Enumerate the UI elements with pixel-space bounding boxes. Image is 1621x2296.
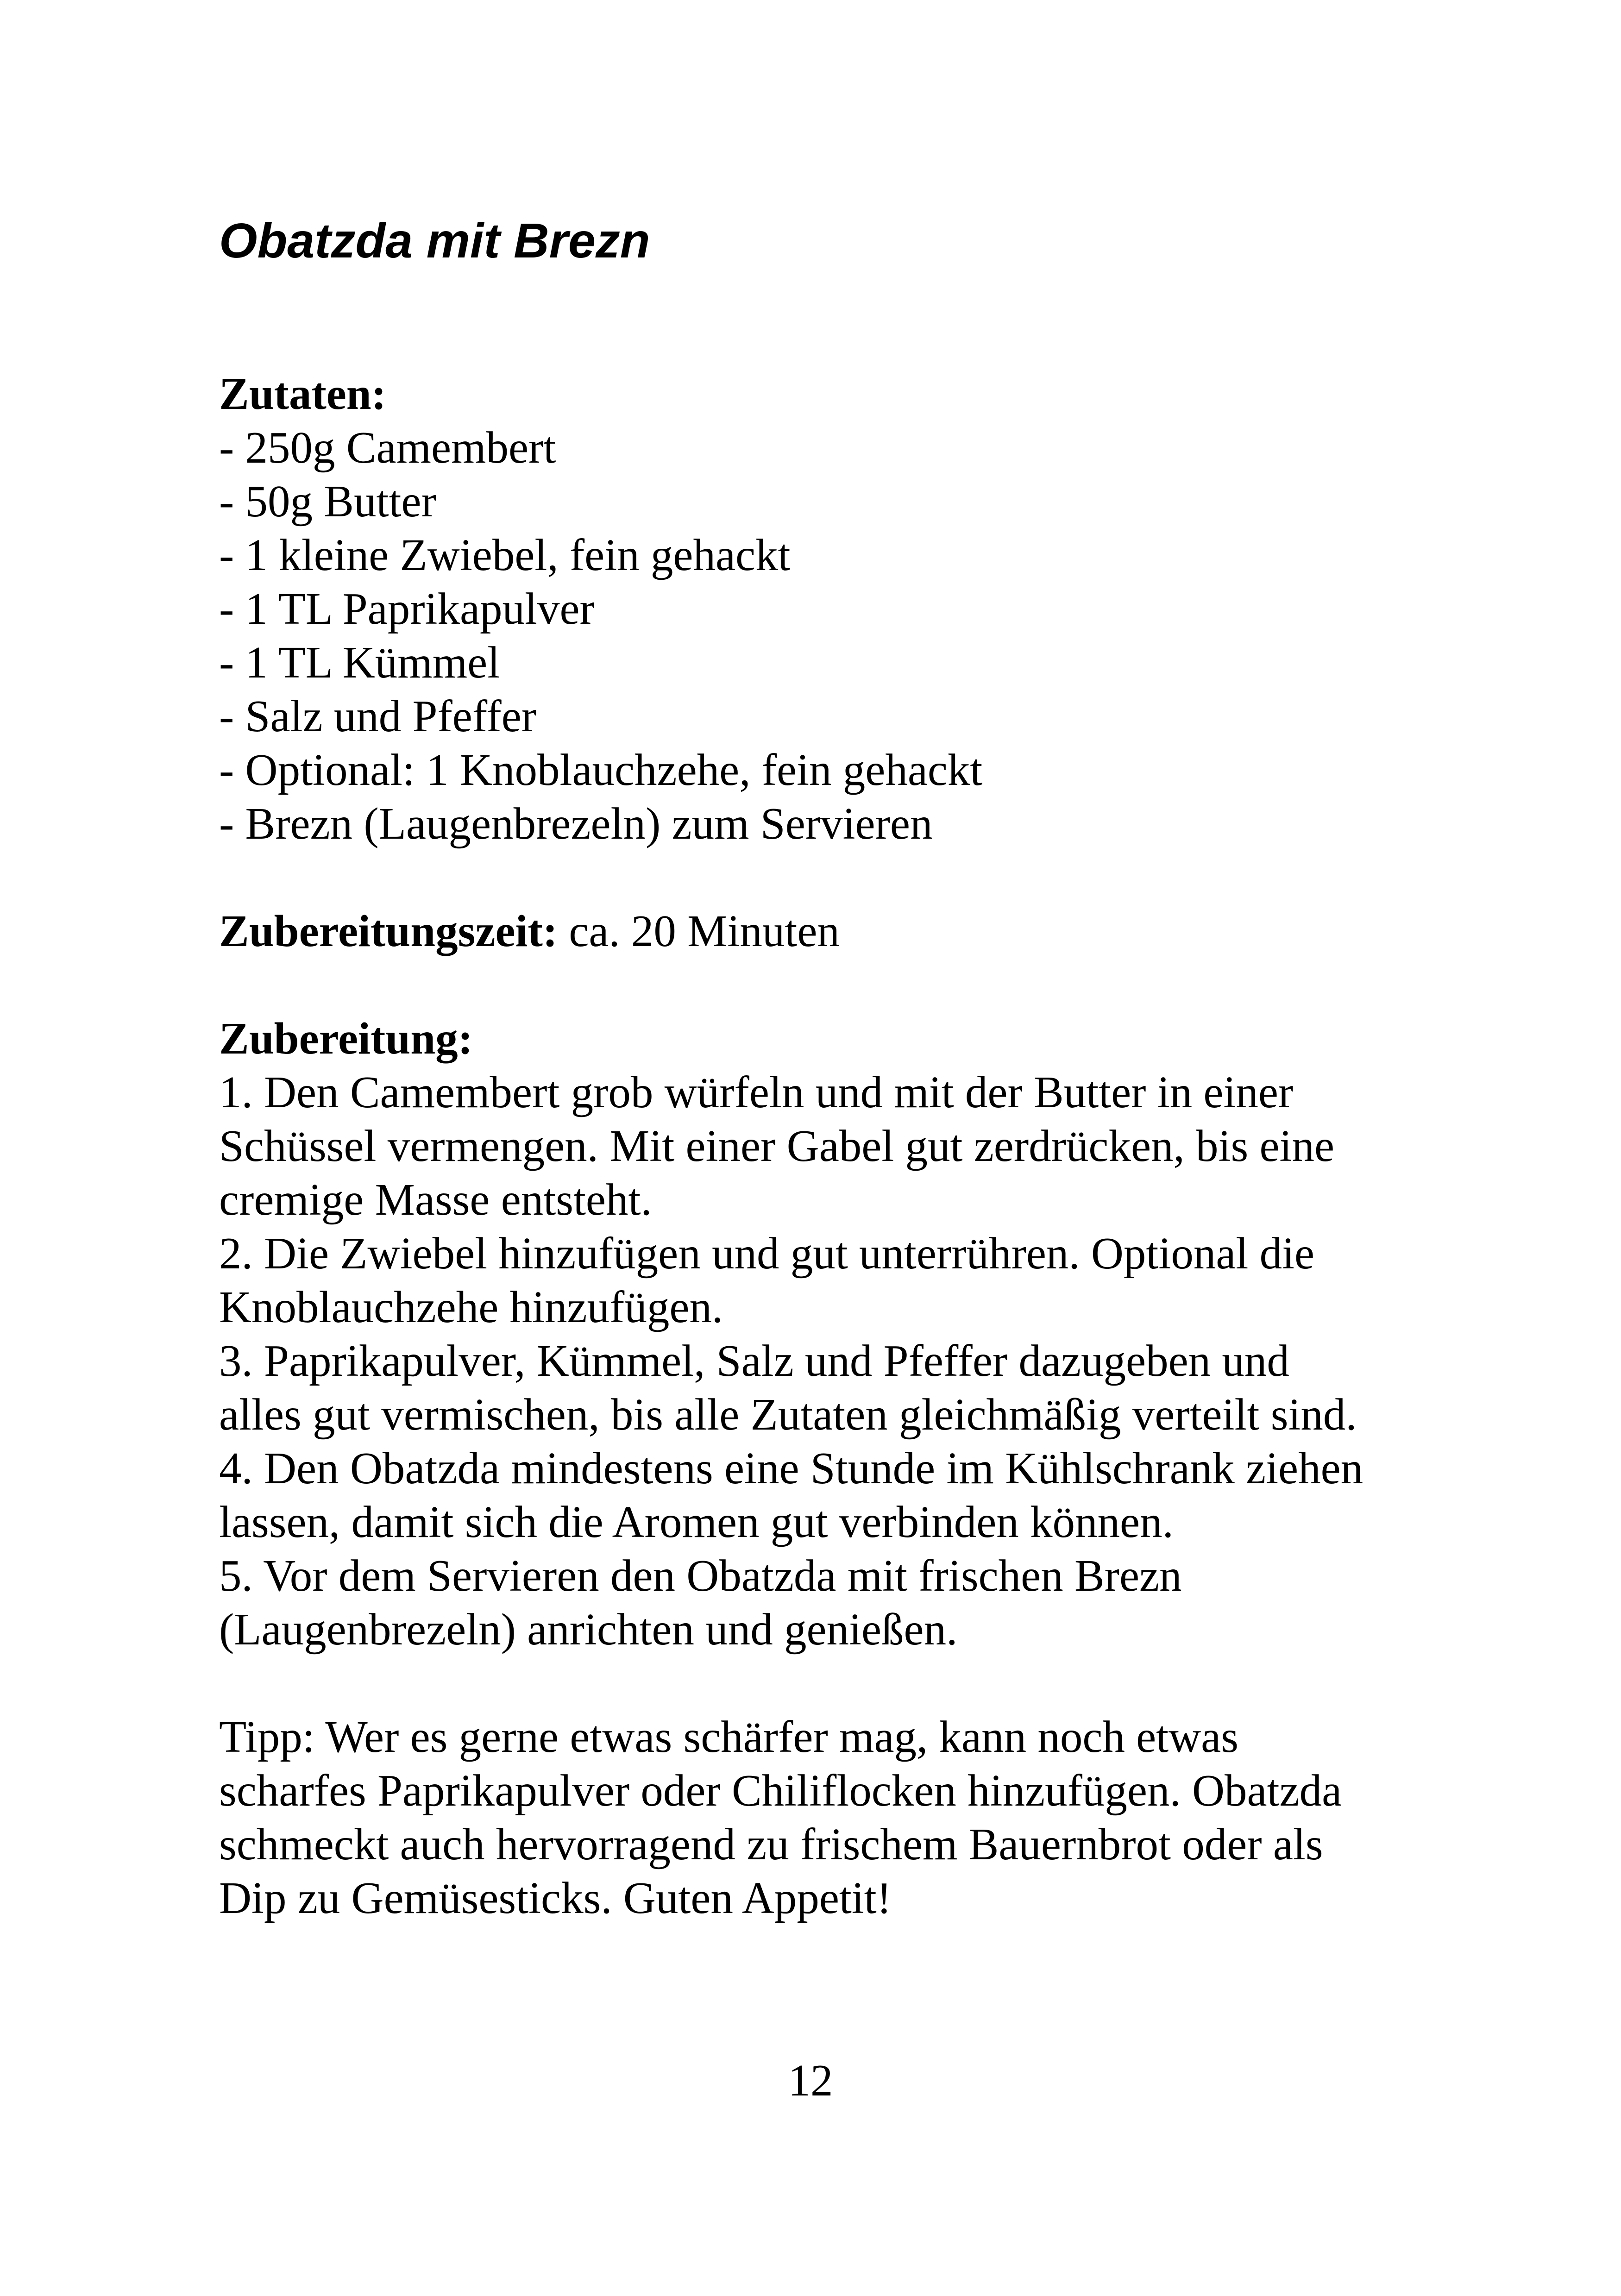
preparation-section: [219, 1012, 1423, 1656]
ingredients-section: [219, 367, 1423, 851]
ingredient-item: - Optional: 1 Knoblauchzehe, fein gehackt: [219, 745, 983, 795]
prep-time-label: Zubereitungszeit:: [219, 906, 558, 956]
preparation-line: 4. Den Obatzda mindestens eine Stunde im Kühlschrank ziehen: [219, 1443, 1363, 1493]
ingredient-item: - 50g Butter: [219, 477, 436, 526]
ingredient-item: - 250g Camembert: [219, 423, 556, 472]
ingredients-heading: Zutaten:: [219, 369, 387, 419]
preparation-line: 1. Den Camembert grob würfeln und mit der Butter in einer: [219, 1067, 1294, 1117]
ingredient-item: - Brezn (Laugenbrezeln) zum Servieren: [219, 799, 933, 848]
preparation-heading: Zubereitung:: [219, 1014, 473, 1063]
spacer: [219, 851, 1423, 904]
spacer: [219, 958, 1423, 1012]
prep-time-value: ca. 20 Minuten: [558, 906, 840, 956]
preparation-line: 5. Vor dem Servieren den Obatzda mit frischen Brezn: [219, 1551, 1182, 1600]
page-number: 12: [788, 2056, 833, 2105]
page-content: [219, 211, 1423, 1925]
preparation-line: Schüssel vermengen. Mit einer Gabel gut zerdrücken, bis eine: [219, 1121, 1335, 1171]
tip-line: Dip zu Gemüsesticks. Guten Appetit!: [219, 1873, 892, 1923]
preparation-line: lassen, damit sich die Aromen gut verbinden können.: [219, 1497, 1174, 1547]
ingredient-item: - 1 kleine Zwiebel, fein gehackt: [219, 530, 791, 580]
ingredient-item: - Salz und Pfeffer: [219, 691, 537, 741]
ingredient-item: - 1 TL Paprikapulver: [219, 584, 595, 634]
preparation-line: alles gut vermischen, bis alle Zutaten gleichmäßig verteilt sind.: [219, 1390, 1357, 1439]
ingredient-item: - 1 TL Kümmel: [219, 638, 500, 687]
tip-line: scharfes Paprikapulver oder Chiliflocken hinzufügen. Obatzda: [219, 1766, 1342, 1815]
prep-time: [219, 904, 1423, 958]
tip-line: schmeckt auch hervorragend zu frischem Bauernbrot oder als: [219, 1819, 1323, 1869]
tip-line: Tipp: Wer es gerne etwas schärfer mag, kann noch etwas: [219, 1712, 1238, 1762]
preparation-line: Knoblauchzehe hinzufügen.: [219, 1282, 723, 1332]
preparation-line: 3. Paprikapulver, Kümmel, Salz und Pfeffer dazugeben und: [219, 1336, 1289, 1386]
recipe-title: Obatzda mit Brezn: [219, 213, 650, 268]
preparation-line: cremige Masse entsteht.: [219, 1175, 652, 1224]
spacer: [219, 1656, 1423, 1710]
preparation-line: 2. Die Zwiebel hinzufügen und gut unterrühren. Optional die: [219, 1229, 1315, 1278]
tip-section: [219, 1710, 1423, 1925]
preparation-line: (Laugenbrezeln) anrichten und genießen.: [219, 1605, 958, 1654]
